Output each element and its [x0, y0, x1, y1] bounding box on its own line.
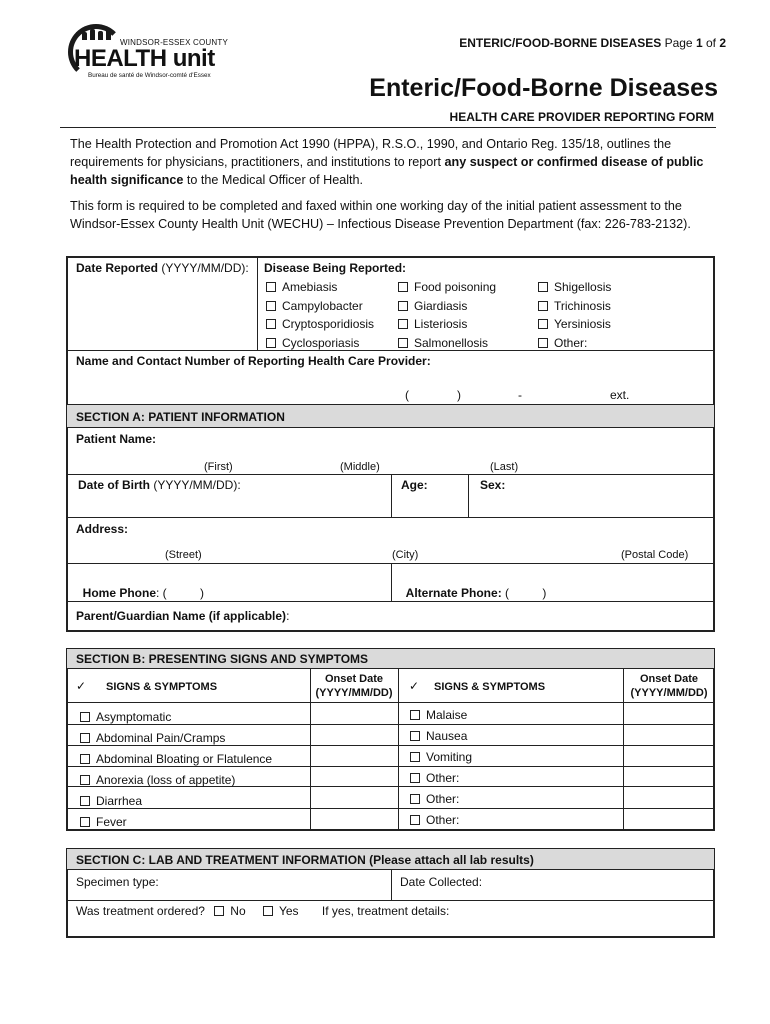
intro-p1-end: to the Medical Officer of Health.: [183, 173, 364, 187]
checkbox-icon[interactable]: [410, 710, 420, 720]
section-a-title: SECTION A: PATIENT INFORMATION: [76, 410, 285, 424]
col-divider: [468, 474, 469, 518]
date-collected-field[interactable]: Date Collected:: [400, 875, 483, 889]
disease-giardiasis[interactable]: [398, 297, 496, 316]
symptom-label: Diarrhea: [96, 794, 143, 808]
intro-paragraph-1: [70, 135, 710, 189]
disease-label-text: Yersiniosis: [554, 317, 611, 331]
disease-amebiasis[interactable]: [266, 278, 374, 297]
right-symptom-list: [410, 705, 472, 831]
disease-label-text: Giardiasis: [414, 298, 468, 313]
postal-caption: (Postal Code): [621, 549, 689, 561]
checkbox-icon[interactable]: [263, 906, 273, 916]
patient-first-caption: (First): [204, 461, 233, 473]
symptom-fever[interactable]: [80, 812, 272, 833]
disease-trichinosis[interactable]: [538, 297, 611, 316]
treatment-no-option[interactable]: [214, 904, 245, 918]
dob-field[interactable]: [78, 478, 241, 492]
disease-label-text: Salmonellosis: [414, 335, 489, 350]
no-label: No: [230, 904, 246, 918]
row-divider: [67, 900, 714, 901]
col-divider: [623, 669, 624, 830]
guardian-colon: :: [286, 609, 290, 623]
left-check-header: ✓: [76, 679, 87, 693]
logo-french-text: Bureau de santé de Windsor-comté d'Essex: [88, 72, 211, 79]
disease-label-text: Cryptosporidiosis: [282, 317, 375, 331]
checkbox-icon[interactable]: [266, 338, 276, 348]
left-onset-header: [310, 672, 398, 700]
disease-shigellosis[interactable]: [538, 278, 611, 297]
dob-format: (YYYY/MM/DD):: [150, 478, 241, 492]
disease-yersiniosis[interactable]: [538, 315, 611, 334]
right-onset-header: [624, 672, 714, 700]
checkbox-icon[interactable]: [410, 815, 420, 825]
checkbox-icon[interactable]: [410, 794, 420, 804]
row-divider: [67, 517, 714, 518]
page-title: Enteric/Food-Borne Diseases: [369, 74, 718, 102]
disease-label-text: Cyclosporiasis: [282, 335, 360, 350]
patient-last-caption: (Last): [490, 461, 519, 473]
right-check-header: ✓: [409, 679, 420, 693]
home-phone-label: Home Phone: [82, 586, 157, 600]
symptom-nausea[interactable]: [410, 726, 472, 747]
section-c-title: SECTION C: LAB AND TREATMENT INFORMATION (Please attach all lab results): [76, 853, 534, 867]
onset-format: (YYYY/MM/DD): [630, 687, 708, 699]
checkbox-icon[interactable]: [266, 301, 276, 311]
checkbox-icon[interactable]: [80, 817, 90, 827]
col-divider: [391, 563, 392, 601]
col-divider: [310, 669, 311, 830]
disease-label-text: Shigellosis: [554, 280, 612, 294]
row-divider: [67, 601, 714, 602]
symptom-label: Anorexia (loss of appetite): [96, 773, 236, 787]
dob-label: Date of Birth: [78, 478, 150, 492]
symptom-label: Abdominal Pain/Cramps: [96, 731, 226, 745]
disease-label-text: Listeriosis: [414, 317, 468, 331]
disease-campylobacter[interactable]: [266, 297, 374, 316]
symptom-label: Fever: [96, 815, 127, 829]
alt-phone-field[interactable]: [399, 572, 546, 600]
checkbox-icon[interactable]: [80, 712, 90, 722]
treatment-yes-option[interactable]: [263, 904, 299, 918]
checkbox-icon[interactable]: [538, 319, 548, 329]
provider-phone-dash: -: [518, 388, 522, 402]
symptom-label: Other:: [426, 771, 460, 785]
symptom-anorexia[interactable]: [80, 770, 272, 791]
date-reported-field[interactable]: [76, 261, 249, 275]
symptom-label: Other:: [426, 792, 460, 806]
checkbox-icon[interactable]: [398, 338, 408, 348]
checkbox-icon[interactable]: [214, 906, 224, 916]
checkbox-icon[interactable]: [80, 796, 90, 806]
symptom-vomiting[interactable]: [410, 747, 472, 768]
checkbox-icon[interactable]: [410, 752, 420, 762]
treatment-question: [76, 904, 449, 918]
checkbox-icon[interactable]: [538, 282, 548, 292]
table-header-divider: [67, 702, 714, 703]
symptom-label: Other:: [426, 813, 460, 827]
disease-col-3: [538, 278, 611, 352]
onset-format: (YYYY/MM/DD): [315, 687, 393, 699]
symptom-abdominal-bloating[interactable]: [80, 749, 272, 770]
provider-phone-close: ): [457, 388, 461, 402]
left-signs-header: SIGNS & SYMPTOMS: [106, 681, 218, 693]
page-total: 2: [719, 36, 726, 50]
col-divider: [391, 870, 392, 901]
col-divider: [398, 669, 399, 830]
section-b-title: SECTION B: PRESENTING SIGNS AND SYMPTOMS: [76, 652, 369, 666]
disease-col-2: [398, 278, 496, 352]
address-field[interactable]: Address:: [76, 522, 129, 536]
symptom-other-1[interactable]: [410, 768, 472, 789]
alt-phone-parens: ( ): [501, 586, 547, 600]
page-label: [459, 36, 726, 50]
page-subtitle: HEALTH CARE PROVIDER REPORTING FORM: [449, 110, 714, 124]
checkbox-icon[interactable]: [398, 301, 408, 311]
checkbox-icon[interactable]: [80, 754, 90, 764]
disease-label: Disease Being Reported:: [264, 261, 407, 275]
home-phone-field[interactable]: [76, 572, 204, 600]
patient-middle-caption: (Middle): [340, 461, 380, 473]
logo-county-text: WINDSOR-ESSEX COUNTY: [120, 38, 229, 47]
street-caption: (Street): [165, 549, 202, 561]
checkbox-icon[interactable]: [538, 338, 548, 348]
onset-label: Onset Date: [639, 673, 699, 685]
sex-field[interactable]: Sex:: [480, 478, 506, 492]
date-reported-format: (YYYY/MM/DD):: [158, 261, 249, 275]
page-label-of: of: [702, 36, 720, 50]
symptom-label: Vomiting: [426, 750, 473, 764]
logo-health-unit-text: HEALTH unit: [74, 45, 215, 72]
page-number: 1: [695, 36, 703, 50]
checkbox-icon[interactable]: [266, 282, 276, 292]
provider-field[interactable]: Name and Contact Number of Reporting Health Care Provider:: [76, 354, 431, 368]
checkbox-icon[interactable]: [80, 775, 90, 785]
age-field[interactable]: Age:: [401, 478, 428, 492]
page-label-form: ENTERIC/FOOD-BORNE DISEASES: [459, 36, 662, 50]
intro-text: [70, 135, 710, 233]
disease-label-text: Food poisoning: [414, 280, 497, 294]
checkbox-icon[interactable]: [410, 731, 420, 741]
checkbox-icon[interactable]: [80, 733, 90, 743]
logo-people-icon: [82, 28, 122, 40]
patient-name-field[interactable]: Patient Name:: [76, 432, 157, 446]
checkbox-icon[interactable]: [410, 773, 420, 783]
disease-listeriosis[interactable]: [398, 315, 496, 334]
symptom-label: Asymptomatic: [96, 710, 172, 724]
home-phone-parens: : ( ): [156, 586, 205, 600]
symptom-label: Abdominal Bloating or Flatulence: [96, 752, 273, 766]
disease-label-text: Campylobacter: [282, 298, 363, 313]
disease-label-text: Trichinosis: [554, 298, 611, 313]
provider-phone-open: (: [405, 388, 409, 402]
symptom-diarrhea[interactable]: [80, 791, 272, 812]
date-reported-label: Date Reported: [76, 261, 159, 275]
row-divider: [67, 350, 714, 351]
disease-col-1: [266, 278, 374, 352]
checkbox-icon[interactable]: [398, 319, 408, 329]
date-disease-divider: [257, 257, 258, 350]
intro-p1-start: The Health Protection and Promotion Act 1990 (HPPA), R.S.O., 1990, and Ontario Reg. 135/18, outlines the requirements for physicians, practitioners, and institutions to report: [70, 137, 672, 169]
health-unit-logo: [68, 22, 228, 84]
checkbox-icon[interactable]: [398, 282, 408, 292]
city-caption: (City): [392, 549, 419, 561]
intro-p1-bold: any suspect or confirmed disease of public health significance: [70, 155, 704, 187]
treatment-question-text: Was treatment ordered?: [76, 904, 205, 918]
disease-food-poisoning[interactable]: [398, 278, 496, 297]
guardian-field[interactable]: [76, 609, 289, 623]
treatment-details-field[interactable]: If yes, treatment details:: [321, 904, 450, 918]
yes-label: Yes: [278, 904, 299, 918]
symptom-asymptomatic[interactable]: [80, 707, 272, 728]
left-symptom-list: [80, 707, 272, 833]
right-signs-header: SIGNS & SYMPTOMS: [434, 681, 546, 693]
symptom-label: Malaise: [426, 708, 468, 722]
symptom-label: Nausea: [426, 729, 468, 743]
disease-cryptosporidiosis[interactable]: [266, 315, 374, 334]
symptom-abdominal-pain[interactable]: [80, 728, 272, 749]
intro-paragraph-2: This form is required to be completed and faxed within one working day of the initial patient assessment to the Windsor-Essex County Health Unit (WECHU) – Infectious Disease Prevention Department (fax: 226-783-2132).: [70, 199, 691, 231]
alt-phone-label: Alternate Phone:: [405, 586, 502, 600]
page-label-page: Page: [661, 36, 696, 50]
symptom-other-2[interactable]: [410, 789, 472, 810]
provider-ext: ext.: [610, 388, 630, 402]
onset-label: Onset Date: [324, 673, 384, 685]
symptom-malaise[interactable]: [410, 705, 472, 726]
disease-label-text: Other:: [554, 335, 588, 350]
specimen-field[interactable]: Specimen type:: [76, 875, 159, 889]
guardian-label: Parent/Guardian Name (if applicable): [76, 609, 287, 623]
checkbox-icon[interactable]: [538, 301, 548, 311]
symptom-other-3[interactable]: [410, 810, 472, 831]
col-divider: [391, 474, 392, 518]
checkbox-icon[interactable]: [266, 319, 276, 329]
header-rule: [60, 127, 716, 128]
disease-label-text: Amebiasis: [282, 280, 338, 294]
